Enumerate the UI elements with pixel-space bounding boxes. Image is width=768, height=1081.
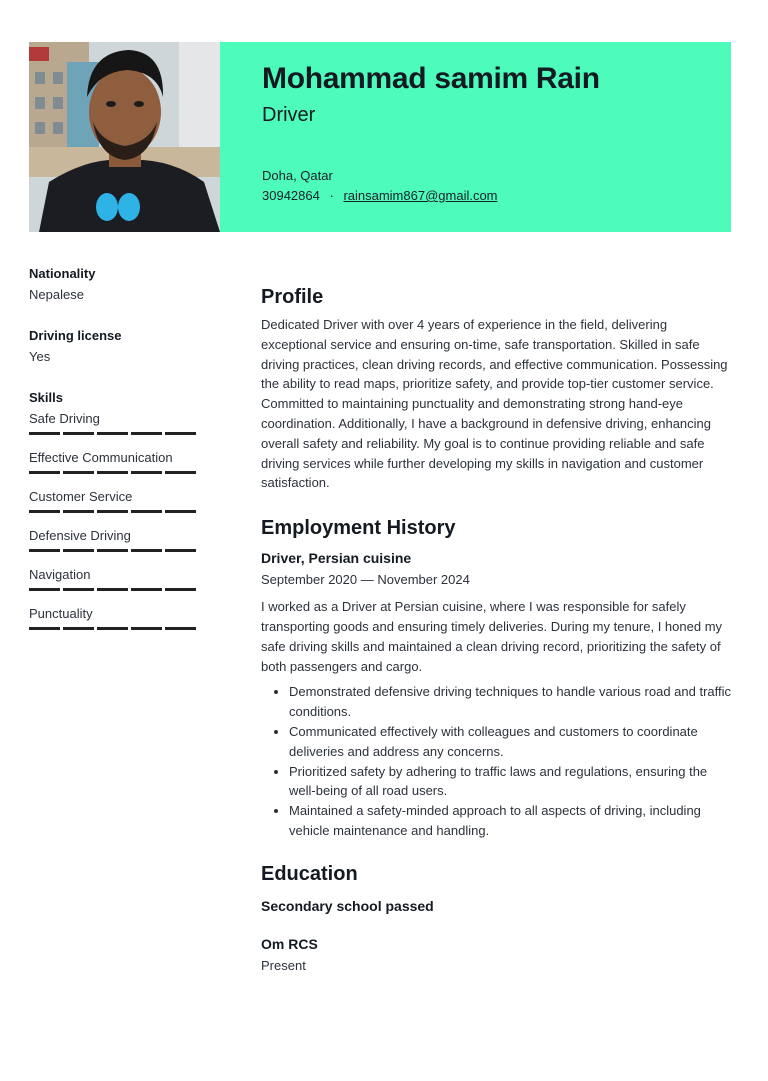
skill-level-bar	[29, 588, 199, 591]
skill-level-segment	[63, 588, 94, 591]
profile-heading: Profile	[261, 286, 324, 308]
skill-level-bar	[29, 549, 199, 552]
skill-item	[29, 567, 199, 591]
skill-name: Defensive Driving	[29, 528, 131, 543]
location: Doha, Qatar	[262, 168, 333, 183]
sidebar	[29, 266, 199, 645]
employment-description: I worked as a Driver at Persian cuisine, where I was responsible for safely transporting goods and ensuring timely deliveries. During my tenure, I honed my safe driving skills and maintained a clean driving record, prioritizing the safety of both passengers and cargo.	[261, 599, 723, 674]
profile-photo-image	[29, 42, 220, 232]
job-title-heading: Driver	[262, 104, 316, 126]
skill-level-segment	[29, 432, 60, 435]
skill-level-bar	[29, 432, 199, 435]
employment-section	[261, 517, 733, 841]
skill-level-segment	[165, 627, 196, 630]
employment-heading: Employment History	[261, 517, 456, 540]
skill-item	[29, 411, 199, 435]
skill-level-segment	[63, 510, 94, 513]
phone-number: 30942864	[262, 188, 320, 203]
employment-job-title: Driver, Persian cuisine	[261, 550, 412, 567]
skill-item	[29, 450, 199, 474]
skill-level-segment	[131, 471, 162, 474]
skill-level-segment	[29, 471, 60, 474]
skill-level-segment	[97, 432, 128, 435]
education-item-status: Present	[261, 957, 306, 973]
skill-level-segment	[29, 549, 60, 552]
skill-level-bar	[29, 510, 199, 513]
skill-level-segment	[131, 627, 162, 630]
skill-level-segment	[165, 549, 196, 552]
main-column	[261, 286, 733, 973]
skill-item	[29, 606, 199, 630]
skill-level-segment	[97, 627, 128, 630]
skill-level-segment	[165, 588, 196, 591]
skill-level-segment	[131, 510, 162, 513]
skill-level-segment	[29, 510, 60, 513]
skill-level-segment	[165, 471, 196, 474]
skill-level-segment	[97, 588, 128, 591]
list-item: • Maintained a safety-minded approach to all aspects of driving, including vehicle maintenance and handling.	[289, 801, 733, 841]
skill-level-segment	[131, 549, 162, 552]
contact-separator: ·	[329, 188, 334, 203]
skill-name: Punctuality	[29, 606, 93, 621]
skill-level-segment	[97, 549, 128, 552]
skill-level-segment	[97, 471, 128, 474]
skill-level-bar	[29, 627, 199, 630]
skill-name: Navigation	[29, 567, 91, 582]
skill-level-segment	[97, 510, 128, 513]
contact-line	[262, 188, 498, 203]
education-item	[261, 936, 733, 973]
skill-level-segment	[29, 627, 60, 630]
education-section	[261, 863, 733, 973]
skill-item	[29, 528, 199, 552]
skill-level-segment	[63, 627, 94, 630]
skill-level-bar	[29, 471, 199, 474]
skill-level-segment	[63, 549, 94, 552]
skill-level-segment	[63, 471, 94, 474]
driving-license-label: Driving license	[29, 328, 122, 343]
skill-item	[29, 489, 199, 513]
employment-bullets	[261, 682, 733, 840]
education-item-title: Secondary school passed	[261, 897, 434, 914]
nationality-label: Nationality	[29, 266, 96, 281]
list-item: • Demonstrated defensive driving techniques to handle various road and traffic conditions.	[289, 682, 733, 722]
nationality-value: Nepalese	[29, 287, 84, 302]
skill-level-segment	[165, 432, 196, 435]
profile-section	[261, 286, 733, 493]
list-item: • Prioritized safety by adhering to traffic laws and regulations, ensuring the well-being of all road users.	[289, 762, 733, 802]
skill-level-segment	[131, 588, 162, 591]
driving-license-value: Yes	[29, 349, 51, 364]
skills-label: Skills	[29, 390, 63, 405]
profile-photo	[29, 42, 220, 232]
list-item: • Communicated effectively with colleagues and customers to coordinate deliveries and address any concerns.	[289, 722, 733, 762]
skill-name: Customer Service	[29, 489, 133, 504]
education-item	[261, 898, 733, 914]
skills-list	[29, 411, 199, 630]
employment-dates: September 2020 — November 2024	[261, 572, 470, 588]
skill-level-segment	[131, 432, 162, 435]
skill-level-segment	[29, 588, 60, 591]
skill-level-segment	[63, 432, 94, 435]
profile-text: Dedicated Driver with over 4 years of experience in the field, delivering exceptional service and ensuring on-time, safe transportation. Skilled in safe driving practices, clean driving records, and effective communication. Possessing the ability to read maps, prioritize safety, and provide top-tier customer service. Committed to maintaining punctuality and demonstrating strong hand-eye coordination. Additionally, I have a background in defensive driving, enhancing overall safety and reliability. My goal is to continue providing reliable and safe driving services while further developing my skills in navigation and customer satisfaction.	[261, 317, 728, 491]
skill-name: Safe Driving	[29, 411, 100, 426]
education-heading: Education	[261, 862, 358, 885]
header-band	[220, 42, 731, 232]
education-item-title: Om RCS	[261, 935, 318, 952]
candidate-name: Mohammad samim Rain	[262, 62, 600, 95]
skill-level-segment	[165, 510, 196, 513]
email-link[interactable]: rainsamim867@gmail.com	[343, 188, 498, 203]
skill-name: Effective Communication	[29, 450, 173, 465]
